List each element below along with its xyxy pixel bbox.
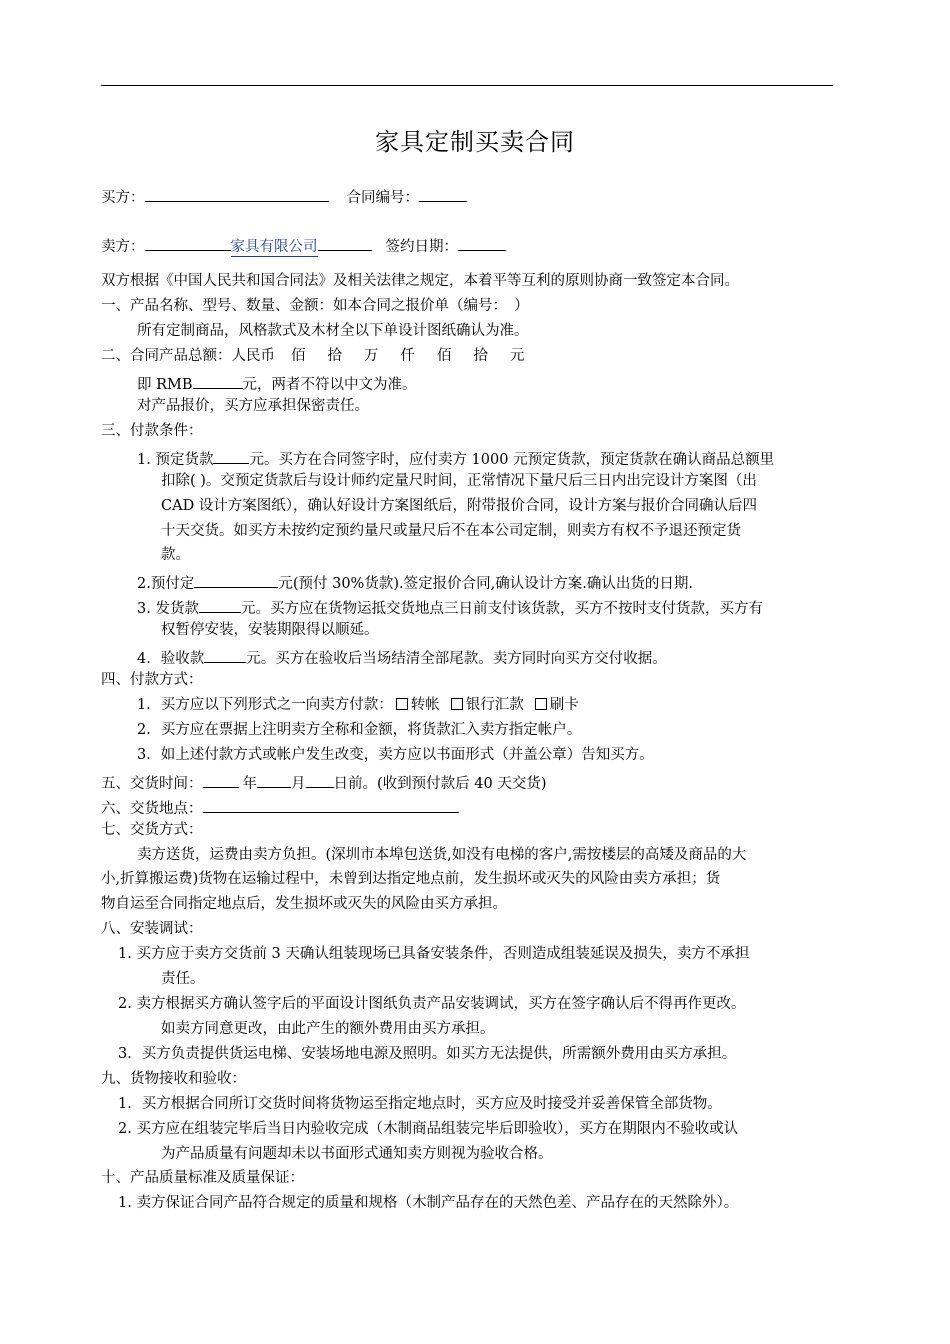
rmb-blank[interactable] bbox=[193, 372, 243, 389]
deposit-blank[interactable] bbox=[213, 447, 249, 464]
buyer-label: 买方： bbox=[101, 190, 145, 206]
section-1-text: 所有定制商品，风格款式及木材全以下单设计图纸确认为准。 bbox=[137, 323, 529, 339]
shipment-payment-blank[interactable] bbox=[199, 596, 241, 613]
s3-item-3-line-2: 权暂停安装，安装期限得以顺延。 bbox=[161, 622, 379, 638]
acceptance-payment-blank[interactable] bbox=[204, 646, 246, 663]
s3-item-1-line-3: CAD 设计方案图纸），确认好设计方案图纸后，附带报价合同，设计方案与报价合同确认后四 bbox=[161, 498, 758, 514]
s3-item-1-line-2: 扣除( )。交预定货款后与设计师约定量尺时间，正常情况下量尺后三日内出完设计方案图（出 bbox=[161, 473, 757, 489]
s3-item-1-line-4: 十天交货。如买方未按约定预约量尺或量尺后不在本公司定制，则卖方有权不予退还预定货 bbox=[161, 523, 741, 539]
s7-line-3: 物自运至合同指定地点后，发生损坏或灭失的风险由买方承担。 bbox=[101, 896, 507, 912]
delivery-place-blank[interactable] bbox=[203, 796, 459, 813]
s3-item-4: 4．验收款 元。买方在验收后当场结清全部尾款。卖方同时向买方交付收据。 bbox=[137, 646, 667, 668]
s8-item-2: 2. 卖方根据买方确认签字后的平面设计图纸负责产品安装调试，买方在签字确认后不得再作更改。 bbox=[118, 996, 746, 1012]
year-blank[interactable] bbox=[203, 771, 239, 788]
amount-unit: 拾 bbox=[473, 348, 488, 364]
s9-item-2: 2. 买方应在组装完毕后当日内验收完成（木制商品组装完毕后即验收），买方在期限内不验收或认 bbox=[118, 1121, 739, 1137]
s8-item-3: 3．买方负责提供货运电梯、安装场地电源及照明。如买方无法提供，所需额外费用由买方承担。 bbox=[118, 1046, 737, 1062]
checkbox-icon[interactable] bbox=[451, 698, 463, 710]
amount-unit: 万 bbox=[364, 348, 379, 364]
amount-unit: 元 bbox=[510, 348, 525, 364]
s4-item-1: 1．买方应以下列形式之一向卖方付款： 转帐 银行汇款 刷卡 bbox=[137, 697, 579, 713]
s7-line-1: 卖方送货，运费由卖方负担。(深圳市本埠包送货,如没有电梯的客户,需按楼层的高矮及商品的大 bbox=[137, 847, 747, 863]
amount-unit: 仟 bbox=[400, 348, 415, 364]
day-blank[interactable] bbox=[306, 771, 334, 788]
s8-item-1-line-2: 责任。 bbox=[161, 971, 205, 987]
contract-title: 家具定制买卖合同 bbox=[375, 128, 575, 156]
s3-item-3: 3. 发货款 元。买方应在货物运抵交货地点三日前支付该货款，买方不按时支付货款，买方有 bbox=[137, 596, 763, 618]
header-rule bbox=[101, 85, 833, 86]
sign-date-label: 签约日期： bbox=[385, 239, 458, 255]
seller-blank[interactable] bbox=[145, 234, 231, 251]
amount-unit: 佰 bbox=[291, 348, 306, 364]
amount-unit: 拾 bbox=[327, 348, 342, 364]
seller-label: 卖方： bbox=[101, 239, 145, 255]
checkbox-icon[interactable] bbox=[396, 698, 408, 710]
s3-item-1-line-5: 款。 bbox=[161, 547, 190, 563]
option-transfer: 转帐 bbox=[410, 697, 440, 713]
s9-item-1: 1．买方根据合同所订交货时间将货物运至指定地点时，买方应及时接受并妥善保管全部货物。 bbox=[118, 1096, 722, 1112]
section-7-heading: 七、交货方式： bbox=[101, 822, 203, 838]
option-bank-remittance: 银行汇款 bbox=[465, 697, 524, 713]
prepay-blank[interactable] bbox=[194, 571, 278, 588]
s4-item-2: 2．买方应在票据上注明卖方全称和金额，将货款汇入卖方指定帐户。 bbox=[137, 722, 582, 738]
s8-item-1: 1. 买方应于卖方交货前 3 天确认组装现场已具备安装条件，否则造成组装延误及损失，卖方不承担 bbox=[118, 946, 750, 962]
section-5-delivery-time: 五、交货时间： 年 月 日前。(收到预付款后 40 天交货) bbox=[101, 771, 546, 793]
month-blank[interactable] bbox=[257, 771, 291, 788]
section-4-heading: 四、付款方式： bbox=[101, 672, 203, 688]
section-9-heading: 九、货物接收和验收： bbox=[101, 1071, 246, 1087]
section-3-heading: 三、付款条件： bbox=[101, 423, 203, 439]
seller-company[interactable]: 家具有限公司 bbox=[230, 239, 318, 255]
buyer-blank[interactable] bbox=[145, 185, 329, 202]
section-2-heading: 二、合同产品总额：人民币 佰 拾 万 仟 佰 拾 元 bbox=[101, 348, 525, 364]
buyer-line bbox=[101, 185, 467, 207]
rmb-line: 即 RMB 元，两者不符以中文为准。 bbox=[137, 372, 417, 394]
s3-item-2: 2.预付定 元(预付 30%货款).签定报价合同,确认设计方案.确认出货的日期. bbox=[137, 571, 693, 593]
checkbox-icon[interactable] bbox=[535, 698, 547, 710]
s9-item-2-line-2: 为产品质量有问题却未以书面形式通知卖方则视为验收合格。 bbox=[161, 1146, 553, 1162]
intro-paragraph: 双方根据《中国人民共和国合同法》及相关法律之规定，本着平等互利的原则协商一致签定本合同。 bbox=[101, 273, 739, 289]
section-8-heading: 八、安装调试： bbox=[101, 921, 203, 937]
contract-no-blank[interactable] bbox=[419, 185, 467, 202]
section-6-delivery-place: 六、交货地点： bbox=[101, 796, 459, 818]
s7-line-2: 小,折算搬运费)货物在运输过程中，未曾到达指定地点前，发生损坏或灭失的风险由卖方承担；货 bbox=[101, 871, 721, 887]
sign-date-blank[interactable] bbox=[458, 234, 506, 251]
amount-unit: 佰 bbox=[437, 348, 452, 364]
section-1-heading: 一、产品名称、型号、数量、金额：如本合同之报价单（编号： ） bbox=[101, 298, 529, 314]
option-card: 刷卡 bbox=[549, 697, 579, 713]
s10-item-1: 1. 卖方保证合同产品符合规定的质量和规格（木制产品存在的天然色差、产品存在的天然除外）。 bbox=[118, 1195, 739, 1211]
seller-line bbox=[101, 234, 506, 257]
contract-no-label: 合同编号： bbox=[346, 190, 419, 206]
s3-item-1: 1. 预定货款 元。买方在合同签字时，应付卖方 1000 元预定货款，预定货款在确认商品总额里 bbox=[137, 447, 774, 469]
s8-item-2-line-2: 如卖方同意更改，由此产生的额外费用由买方承担。 bbox=[161, 1021, 495, 1037]
section-10-heading: 十、产品质量标准及质量保证： bbox=[101, 1170, 304, 1186]
s4-item-3: 3．如上述付款方式或帐户发生改变，卖方应以书面形式（并盖公章）告知买方。 bbox=[137, 747, 654, 763]
section-2-confidential: 对产品报价，买方应承担保密责任。 bbox=[137, 398, 369, 414]
